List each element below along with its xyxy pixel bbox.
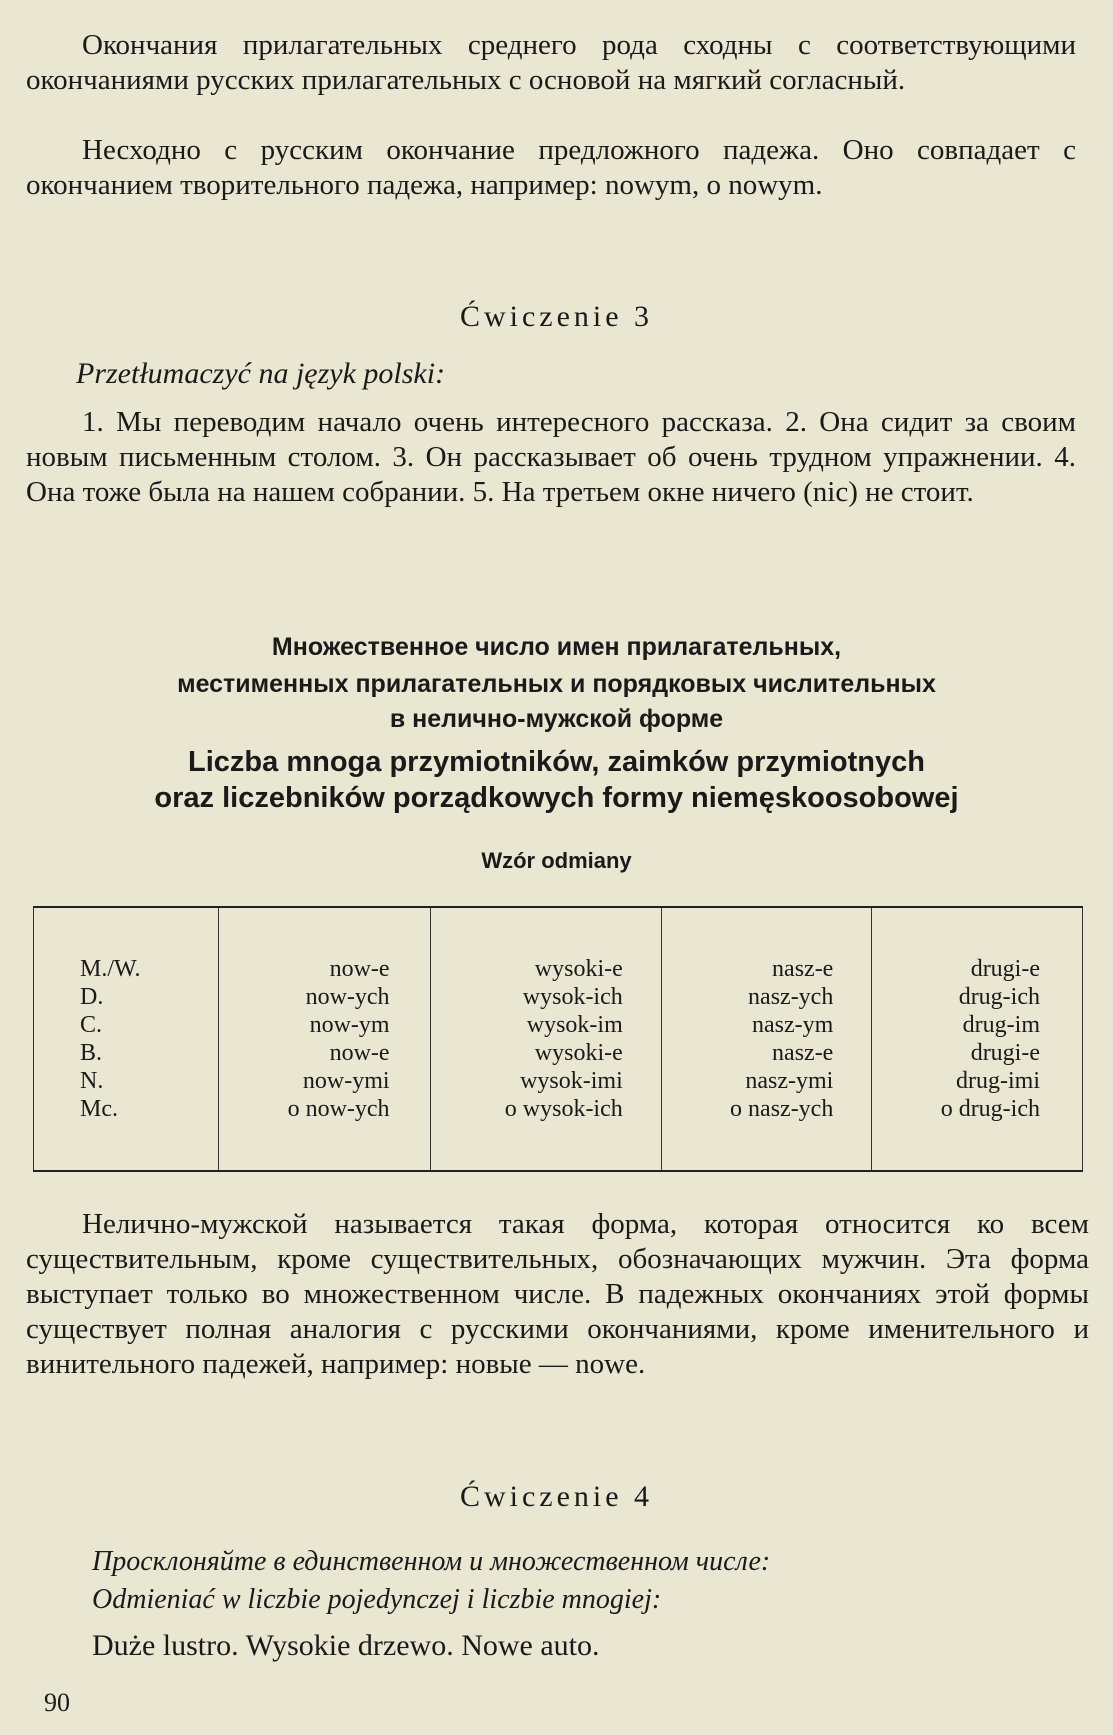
form-cell: o wysok-ich — [504, 1096, 623, 1122]
case-label: C. — [80, 1012, 103, 1038]
declension-table — [33, 906, 1083, 1172]
section-heading-pl-1: Liczba mnoga przymiotników, zaimków przymiotnych — [188, 746, 925, 778]
form-cell: drug-im — [962, 1012, 1040, 1038]
exercise-3-title: Ćwiczenie 3 — [459, 300, 654, 333]
intro-paragraph-2: Несходно с русским окончание предложного падежа. Оно совпадает с окончанием творительного падежа, например: nowym, o nowym. — [26, 134, 1076, 201]
form-cell: nasz-ym — [752, 1012, 834, 1038]
section-heading-ru-3: в нелично-мужской форме — [389, 705, 724, 733]
form-cell: wysok-im — [526, 1012, 623, 1038]
form-cell: drugi-e — [970, 1040, 1040, 1066]
exercise-4-instruction-ru: Просклоняйте в единственном и множественном числе: — [92, 1546, 771, 1577]
case-label: D. — [80, 984, 104, 1010]
form-cell: drug-imi — [956, 1068, 1040, 1094]
form-cell: o now-ych — [287, 1096, 390, 1122]
exercise-4-title: Ćwiczenie 4 — [459, 1480, 654, 1513]
table-caption: Wzór odmiany — [481, 848, 632, 873]
case-label: B. — [80, 1040, 103, 1066]
case-label: M./W. — [80, 956, 141, 982]
form-cell: o nasz-ych — [730, 1096, 834, 1122]
form-cell: now-e — [329, 1040, 390, 1066]
form-cell: wysoki-e — [534, 1040, 623, 1066]
exercise-4-text: Duże lustro. Wysokie drzewo. Nowe auto. — [92, 1629, 600, 1662]
form-cell: o drug-ich — [940, 1096, 1040, 1122]
case-labels — [34, 907, 219, 1171]
form-cell: now-ych — [305, 984, 390, 1010]
exercise-4-instruction-pl: Odmieniać w liczbie pojedynczej i liczbie mnogiej: — [92, 1584, 662, 1615]
form-cell: now-e — [329, 956, 390, 982]
exercise-3-instruction: Przetłumaczyć na język polski: — [76, 357, 446, 390]
page-number: 90 — [44, 1688, 70, 1717]
column-drugie — [872, 907, 1083, 1171]
section-heading-ru-2: местименных прилагательных и порядковых числительных — [177, 670, 936, 698]
form-cell: now-ymi — [302, 1068, 390, 1094]
form-cell: nasz-e — [772, 956, 834, 982]
exercise-3-text: 1. Мы переводим начало очень интересного рассказа. 2. Она сидит за своим новым письменным столом. 3. Он рассказывает об очень трудном упражнении. 4. Она тоже была на нашем собрании. 5. На третьем окне ничего (nic) не стоит. — [26, 406, 1076, 508]
form-cell: nasz-ych — [748, 984, 834, 1010]
column-wysokie — [430, 907, 661, 1171]
intro-paragraph-1: Окончания прилагательных среднего рода сходны с соответствующими окончаниями русских прилагательных с основой на мягкий согласный. — [26, 29, 1076, 96]
form-cell: wysok-ich — [522, 984, 623, 1010]
form-cell: wysoki-e — [534, 956, 623, 982]
column-nowe — [219, 907, 431, 1171]
column-nasze — [661, 907, 872, 1171]
case-label: Mc. — [80, 1096, 118, 1122]
form-cell: drug-ich — [958, 984, 1040, 1010]
form-cell: nasz-ymi — [745, 1068, 834, 1094]
explanation-paragraph: Нелично-мужской называется такая форма, которая относится ко всем существительным, кроме существительных, обозначающих мужчин. Эта форма выступает только во множественном числе. В падежных окончаниях этой формы существует полная аналогия с русскими окончаниями, кроме именительного и винительного падежей, например: новые — nowe. — [26, 1208, 1089, 1380]
form-cell: drugi-e — [970, 956, 1040, 982]
section-heading-pl-2: oraz liczebników porządkowych formy niemęskoosobowej — [154, 782, 959, 814]
form-cell: now-ym — [309, 1012, 390, 1038]
form-cell: nasz-e — [772, 1040, 834, 1066]
form-cell: wysok-imi — [520, 1068, 623, 1094]
section-heading-ru-1: Множественное число имен прилагательных, — [271, 633, 842, 661]
case-label: N. — [80, 1068, 104, 1094]
